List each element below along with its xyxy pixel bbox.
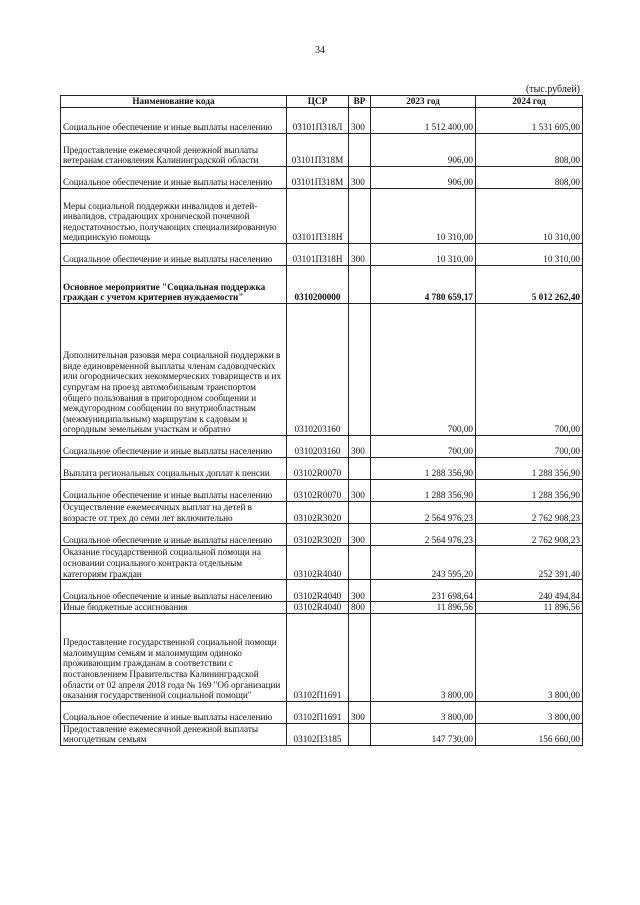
row-2023-cell: 3 800,00: [371, 613, 476, 701]
table-row: [61, 244, 583, 266]
row-name-cell: Дополнительная разовая мера социальной поддержки в виде единовременной выплаты членам садоводческих или огороднических некоммерческих товариществ и их супругам на проезд автомобильным транспортом общего пользования в пригородном сообщении и междугородном сообщении по внутриобластным (межмуниципальным) маршрутам к садовым и огородным земельным участкам и обратно: [61, 304, 287, 436]
row-2023-cell: 700,00: [371, 304, 476, 436]
row-name-cell: Социальное обеспечение и иные выплаты населению: [61, 108, 287, 134]
row-csr-cell: 0310200000: [287, 266, 349, 304]
row-vr-cell: [349, 613, 371, 701]
header-name: Наименование кода: [61, 96, 287, 108]
row-vr-cell: [349, 189, 371, 244]
table-row: [61, 167, 583, 189]
row-csr-cell: 03101П318Н: [287, 244, 349, 266]
row-csr-cell: 03102R4040: [287, 602, 349, 614]
row-csr-cell: 03101П318М: [287, 167, 349, 189]
page-number: 34: [315, 45, 325, 56]
table-row: [61, 108, 583, 134]
row-vr-cell: 800: [349, 602, 371, 614]
table-row: [61, 546, 583, 580]
row-csr-cell: 03102R4040: [287, 546, 349, 580]
row-vr-cell: 300: [349, 701, 371, 723]
header-vr: ВР: [349, 96, 371, 108]
row-csr-cell: 03102R4040: [287, 580, 349, 602]
table-row: [61, 480, 583, 502]
row-csr-cell: 03102П1691: [287, 613, 349, 701]
row-2024-cell: 1 288 356,90: [476, 458, 583, 480]
table-row: [61, 134, 583, 167]
row-name-cell: Предоставление ежемесячной денежной выплаты ветеранам становления Калининградской области: [61, 134, 287, 167]
units-label: (тыс.рублей): [525, 84, 580, 95]
row-2024-cell: 2 762 908,23: [476, 524, 583, 546]
row-name-cell: Осуществление ежемесячных выплат на детей в возрасте от трех до семи лет включительно: [61, 502, 287, 524]
header-2023: 2023 год: [371, 96, 476, 108]
table-row: [61, 436, 583, 458]
row-2024-cell: 2 762 908,23: [476, 502, 583, 524]
header-2024: 2024 год: [476, 96, 583, 108]
row-2023-cell: 147 730,00: [371, 723, 476, 745]
row-name-cell: Меры социальной поддержки инвалидов и детей-инвалидов, страдающих хронической почечной недостаточностью, получающих специализированную медицинскую помощь: [61, 189, 287, 244]
row-csr-cell: 0310203160: [287, 436, 349, 458]
row-vr-cell: 300: [349, 580, 371, 602]
row-2023-cell: 4 780 659,17: [371, 266, 476, 304]
table-row: [61, 602, 583, 614]
row-2023-cell: 11 896,56: [371, 602, 476, 614]
row-2024-cell: 3 800,00: [476, 613, 583, 701]
row-name-cell: Социальное обеспечение и иные выплаты населению: [61, 701, 287, 723]
table-row: [61, 266, 583, 304]
row-name-cell: Социальное обеспечение и иные выплаты населению: [61, 167, 287, 189]
row-csr-cell: 03102R0070: [287, 458, 349, 480]
row-2023-cell: 2 564 976,23: [371, 524, 476, 546]
row-vr-cell: 300: [349, 524, 371, 546]
row-2023-cell: 2 564 976,23: [371, 502, 476, 524]
table-row: [61, 580, 583, 602]
row-name-cell: Иные бюджетные ассигнования: [61, 602, 287, 614]
row-csr-cell: 03101П318Н: [287, 189, 349, 244]
row-vr-cell: [349, 723, 371, 745]
row-2024-cell: 1 288 356,90: [476, 480, 583, 502]
row-2024-cell: 5 012 262,40: [476, 266, 583, 304]
row-2024-cell: 156 660,00: [476, 723, 583, 745]
row-csr-cell: 03102П1691: [287, 701, 349, 723]
table-body: [61, 108, 583, 746]
row-2023-cell: 906,00: [371, 134, 476, 167]
table-row: [61, 524, 583, 546]
row-vr-cell: [349, 304, 371, 436]
row-name-cell: Социальное обеспечение и иные выплаты населению: [61, 580, 287, 602]
row-2023-cell: 1 512 400,00: [371, 108, 476, 134]
row-2023-cell: 3 800,00: [371, 701, 476, 723]
row-csr-cell: 03102R3020: [287, 502, 349, 524]
row-2023-cell: 1 288 356,90: [371, 458, 476, 480]
row-2024-cell: 252 391,40: [476, 546, 583, 580]
row-csr-cell: 03101П318Л: [287, 108, 349, 134]
table-header-row: [61, 96, 583, 108]
row-2024-cell: 700,00: [476, 436, 583, 458]
row-vr-cell: [349, 266, 371, 304]
row-vr-cell: [349, 502, 371, 524]
table-row: [61, 701, 583, 723]
row-name-cell: Социальное обеспечение и иные выплаты населению: [61, 244, 287, 266]
row-2023-cell: 10 310,00: [371, 244, 476, 266]
row-name-cell: Предоставление государственной социальной помощи малоимущим семьям и малоимущим одиноко проживающим гражданам в соответствии с постановлением Правительства Калининградской области от 02 апреля 2018 года № 169 "Об организации оказания государственной социальной помощи": [61, 613, 287, 701]
row-vr-cell: 300: [349, 436, 371, 458]
row-vr-cell: 300: [349, 108, 371, 134]
row-2023-cell: 906,00: [371, 167, 476, 189]
row-name-cell: Оказание государственной социальной помощи на основании социального контракта отдельным категориям граждан: [61, 546, 287, 580]
row-2024-cell: 808,00: [476, 167, 583, 189]
row-csr-cell: 03102R3020: [287, 524, 349, 546]
row-name-cell: Предоставление ежемесячной денежной выплаты многодетным семьям: [61, 723, 287, 745]
row-vr-cell: [349, 458, 371, 480]
row-csr-cell: 0310203160: [287, 304, 349, 436]
budget-table: [60, 95, 583, 746]
row-name-cell: Социальное обеспечение и иные выплаты населению: [61, 480, 287, 502]
row-2024-cell: 700,00: [476, 304, 583, 436]
table-row: [61, 304, 583, 436]
row-csr-cell: 03102П3185: [287, 723, 349, 745]
row-vr-cell: 300: [349, 480, 371, 502]
row-2024-cell: 10 310,00: [476, 189, 583, 244]
row-2024-cell: 240 494,84: [476, 580, 583, 602]
row-csr-cell: 03102R0070: [287, 480, 349, 502]
row-vr-cell: [349, 546, 371, 580]
row-name-cell: Социальное обеспечение и иные выплаты населению: [61, 524, 287, 546]
row-2024-cell: 10 310,00: [476, 244, 583, 266]
row-2023-cell: 700,00: [371, 436, 476, 458]
row-2024-cell: 1 531 605,00: [476, 108, 583, 134]
row-2023-cell: 1 288 356,90: [371, 480, 476, 502]
table-row: [61, 723, 583, 745]
row-2024-cell: 808,00: [476, 134, 583, 167]
row-vr-cell: [349, 134, 371, 167]
row-name-cell: Основное мероприятие "Социальная поддержка граждан с учетом критериев нуждаемости": [61, 266, 287, 304]
row-name-cell: Социальное обеспечение и иные выплаты населению: [61, 436, 287, 458]
row-vr-cell: 300: [349, 244, 371, 266]
table-row: [61, 613, 583, 701]
row-2024-cell: 11 896,56: [476, 602, 583, 614]
row-2023-cell: 231 698,64: [371, 580, 476, 602]
header-csr: ЦСР: [287, 96, 349, 108]
row-2023-cell: 10 310,00: [371, 189, 476, 244]
row-csr-cell: 03101П318М: [287, 134, 349, 167]
table-row: [61, 189, 583, 244]
row-2023-cell: 243 595,20: [371, 546, 476, 580]
row-2024-cell: 3 800,00: [476, 701, 583, 723]
row-vr-cell: 300: [349, 167, 371, 189]
row-name-cell: Выплата региональных социальных доплат к пенсии: [61, 458, 287, 480]
table-row: [61, 458, 583, 480]
table-row: [61, 502, 583, 524]
